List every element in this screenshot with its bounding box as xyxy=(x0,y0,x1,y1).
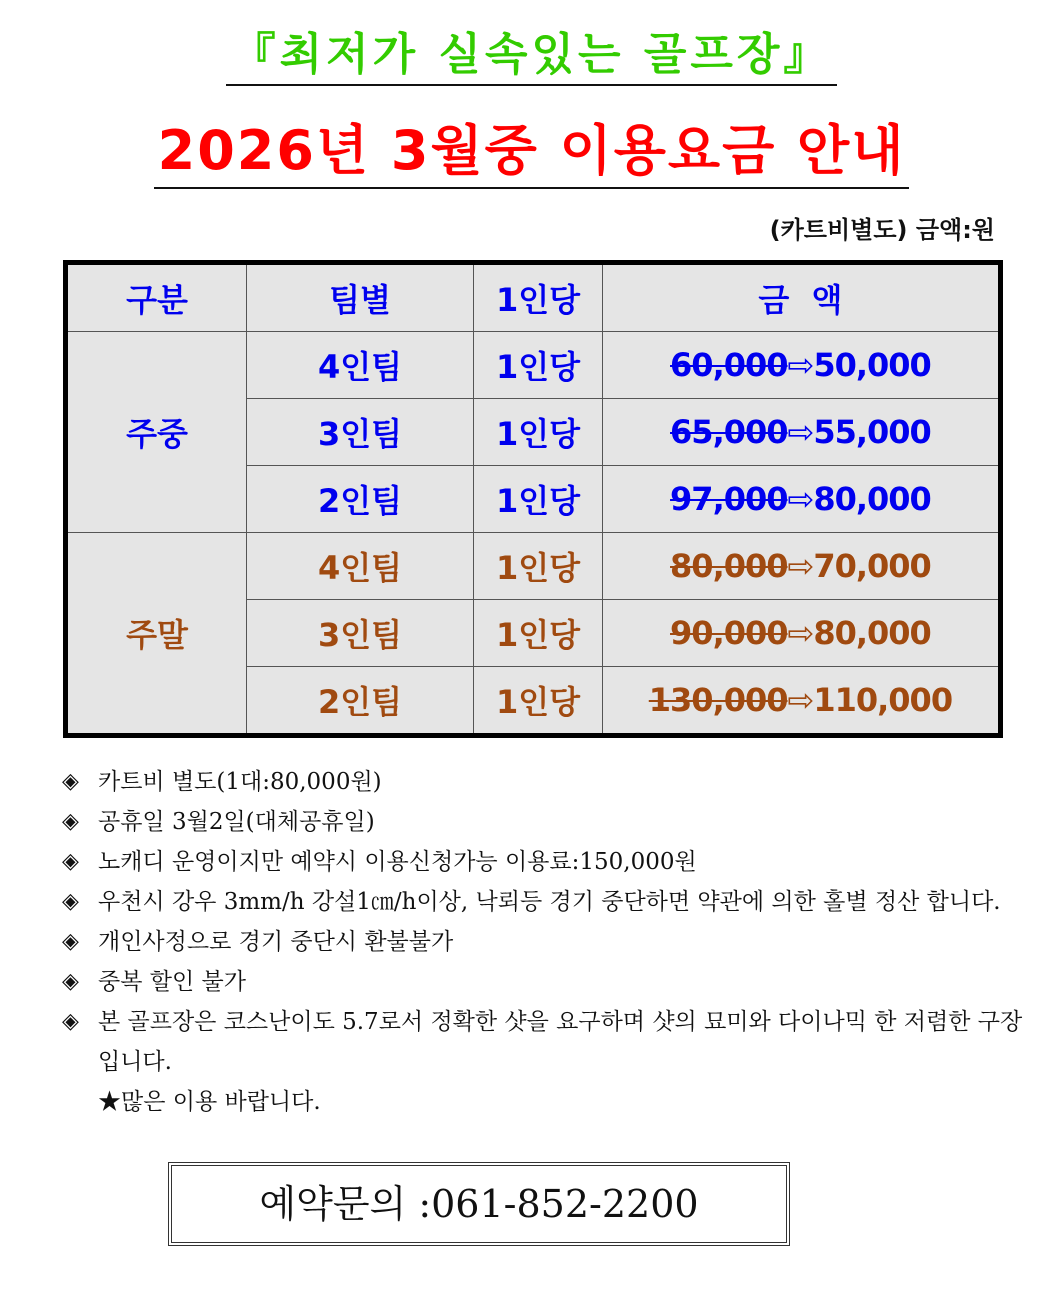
old-price: 65,000 xyxy=(670,413,788,451)
closing-note: ★많은 이용 바랍니다. xyxy=(98,1089,321,1115)
diamond-bullet-icon: ◈ xyxy=(62,929,79,954)
title-main: 2026년 3월중 이용요금 안내 xyxy=(154,108,910,189)
note-text: 우천시 강우 3mm/h 강설1㎝/h이상, 낙뢰등 경기 중단하면 약관에 의한 홀별 정산 합니다. xyxy=(98,889,1001,915)
price-cell xyxy=(602,667,1000,736)
list-item xyxy=(62,922,1042,962)
title-row-main xyxy=(0,108,1063,189)
notes-list xyxy=(62,762,1042,1122)
team-cell: 2인팀 xyxy=(246,667,473,736)
title-slogan: 『최저가 실속있는 골프장』 xyxy=(226,18,838,86)
new-price: 80,000 xyxy=(813,614,931,652)
team-cell: 3인팀 xyxy=(246,399,473,466)
per-person-cell: 1인당 xyxy=(474,466,603,533)
fee-table xyxy=(63,260,1003,738)
contact-box: 예약문의 :061-852-2200 xyxy=(168,1162,790,1246)
diamond-bullet-icon: ◈ xyxy=(62,1009,79,1034)
team-cell: 2인팀 xyxy=(246,466,473,533)
diamond-bullet-icon: ◈ xyxy=(62,849,79,874)
table-row xyxy=(66,533,1001,600)
per-person-cell: 1인당 xyxy=(474,667,603,736)
new-price: 80,000 xyxy=(813,480,931,518)
note-text: 중복 할인 불가 xyxy=(98,969,246,995)
old-price: 130,000 xyxy=(648,681,788,719)
price-cell xyxy=(602,533,1000,600)
new-price: 70,000 xyxy=(813,547,931,585)
list-item xyxy=(62,762,1042,802)
note-text: 개인사정으로 경기 중단시 환불불가 xyxy=(98,929,454,955)
diamond-bullet-icon: ◈ xyxy=(62,969,79,994)
header-category: 구분 xyxy=(66,263,247,332)
list-item xyxy=(62,842,1042,882)
diamond-bullet-icon: ◈ xyxy=(62,809,79,834)
per-person-cell: 1인당 xyxy=(474,533,603,600)
table-row xyxy=(66,332,1001,399)
note-text: 노캐디 운영이지만 예약시 이용신청가능 이용료:150,000원 xyxy=(98,849,697,875)
arrow-icon: ⇨ xyxy=(787,614,814,652)
weekend-label: 주말 xyxy=(66,533,247,736)
list-item xyxy=(62,882,1042,922)
diamond-bullet-icon: ◈ xyxy=(62,769,79,794)
note-text: 공휴일 3월2일(대체공휴일) xyxy=(98,809,375,835)
arrow-icon: ⇨ xyxy=(787,681,814,719)
per-person-cell: 1인당 xyxy=(474,332,603,399)
team-cell: 4인팀 xyxy=(246,533,473,600)
note-text: 본 골프장은 코스난이도 5.7로서 정확한 샷을 요구하며 샷의 묘미와 다이나믹 한 저렴한 구장입니다. xyxy=(98,1009,1023,1075)
header-amount: 금 액 xyxy=(602,263,1000,332)
new-price: 110,000 xyxy=(813,681,953,719)
old-price: 80,000 xyxy=(670,547,788,585)
header-per-person: 1인당 xyxy=(474,263,603,332)
table-header-row xyxy=(66,263,1001,332)
list-item xyxy=(62,802,1042,842)
team-cell: 3인팀 xyxy=(246,600,473,667)
diamond-bullet-icon: ◈ xyxy=(62,889,79,914)
arrow-icon: ⇨ xyxy=(787,480,814,518)
price-cell xyxy=(602,399,1000,466)
per-person-cell: 1인당 xyxy=(474,399,603,466)
price-cell xyxy=(602,600,1000,667)
old-price: 90,000 xyxy=(670,614,788,652)
new-price: 50,000 xyxy=(813,346,931,384)
title-row xyxy=(0,18,1063,86)
new-price: 55,000 xyxy=(813,413,931,451)
team-cell: 4인팀 xyxy=(246,332,473,399)
list-item xyxy=(62,962,1042,1002)
weekday-label: 주중 xyxy=(66,332,247,533)
per-person-cell: 1인당 xyxy=(474,600,603,667)
price-cell xyxy=(602,332,1000,399)
arrow-icon: ⇨ xyxy=(787,346,814,384)
old-price: 60,000 xyxy=(670,346,788,384)
unit-note: (카트비별도) 금액:원 xyxy=(769,216,995,244)
arrow-icon: ⇨ xyxy=(787,547,814,585)
list-item xyxy=(62,1002,1042,1082)
old-price: 97,000 xyxy=(670,480,788,518)
arrow-icon: ⇨ xyxy=(787,413,814,451)
header-team: 팀별 xyxy=(246,263,473,332)
note-text: 카트비 별도(1대:80,000원) xyxy=(98,769,382,795)
price-cell xyxy=(602,466,1000,533)
